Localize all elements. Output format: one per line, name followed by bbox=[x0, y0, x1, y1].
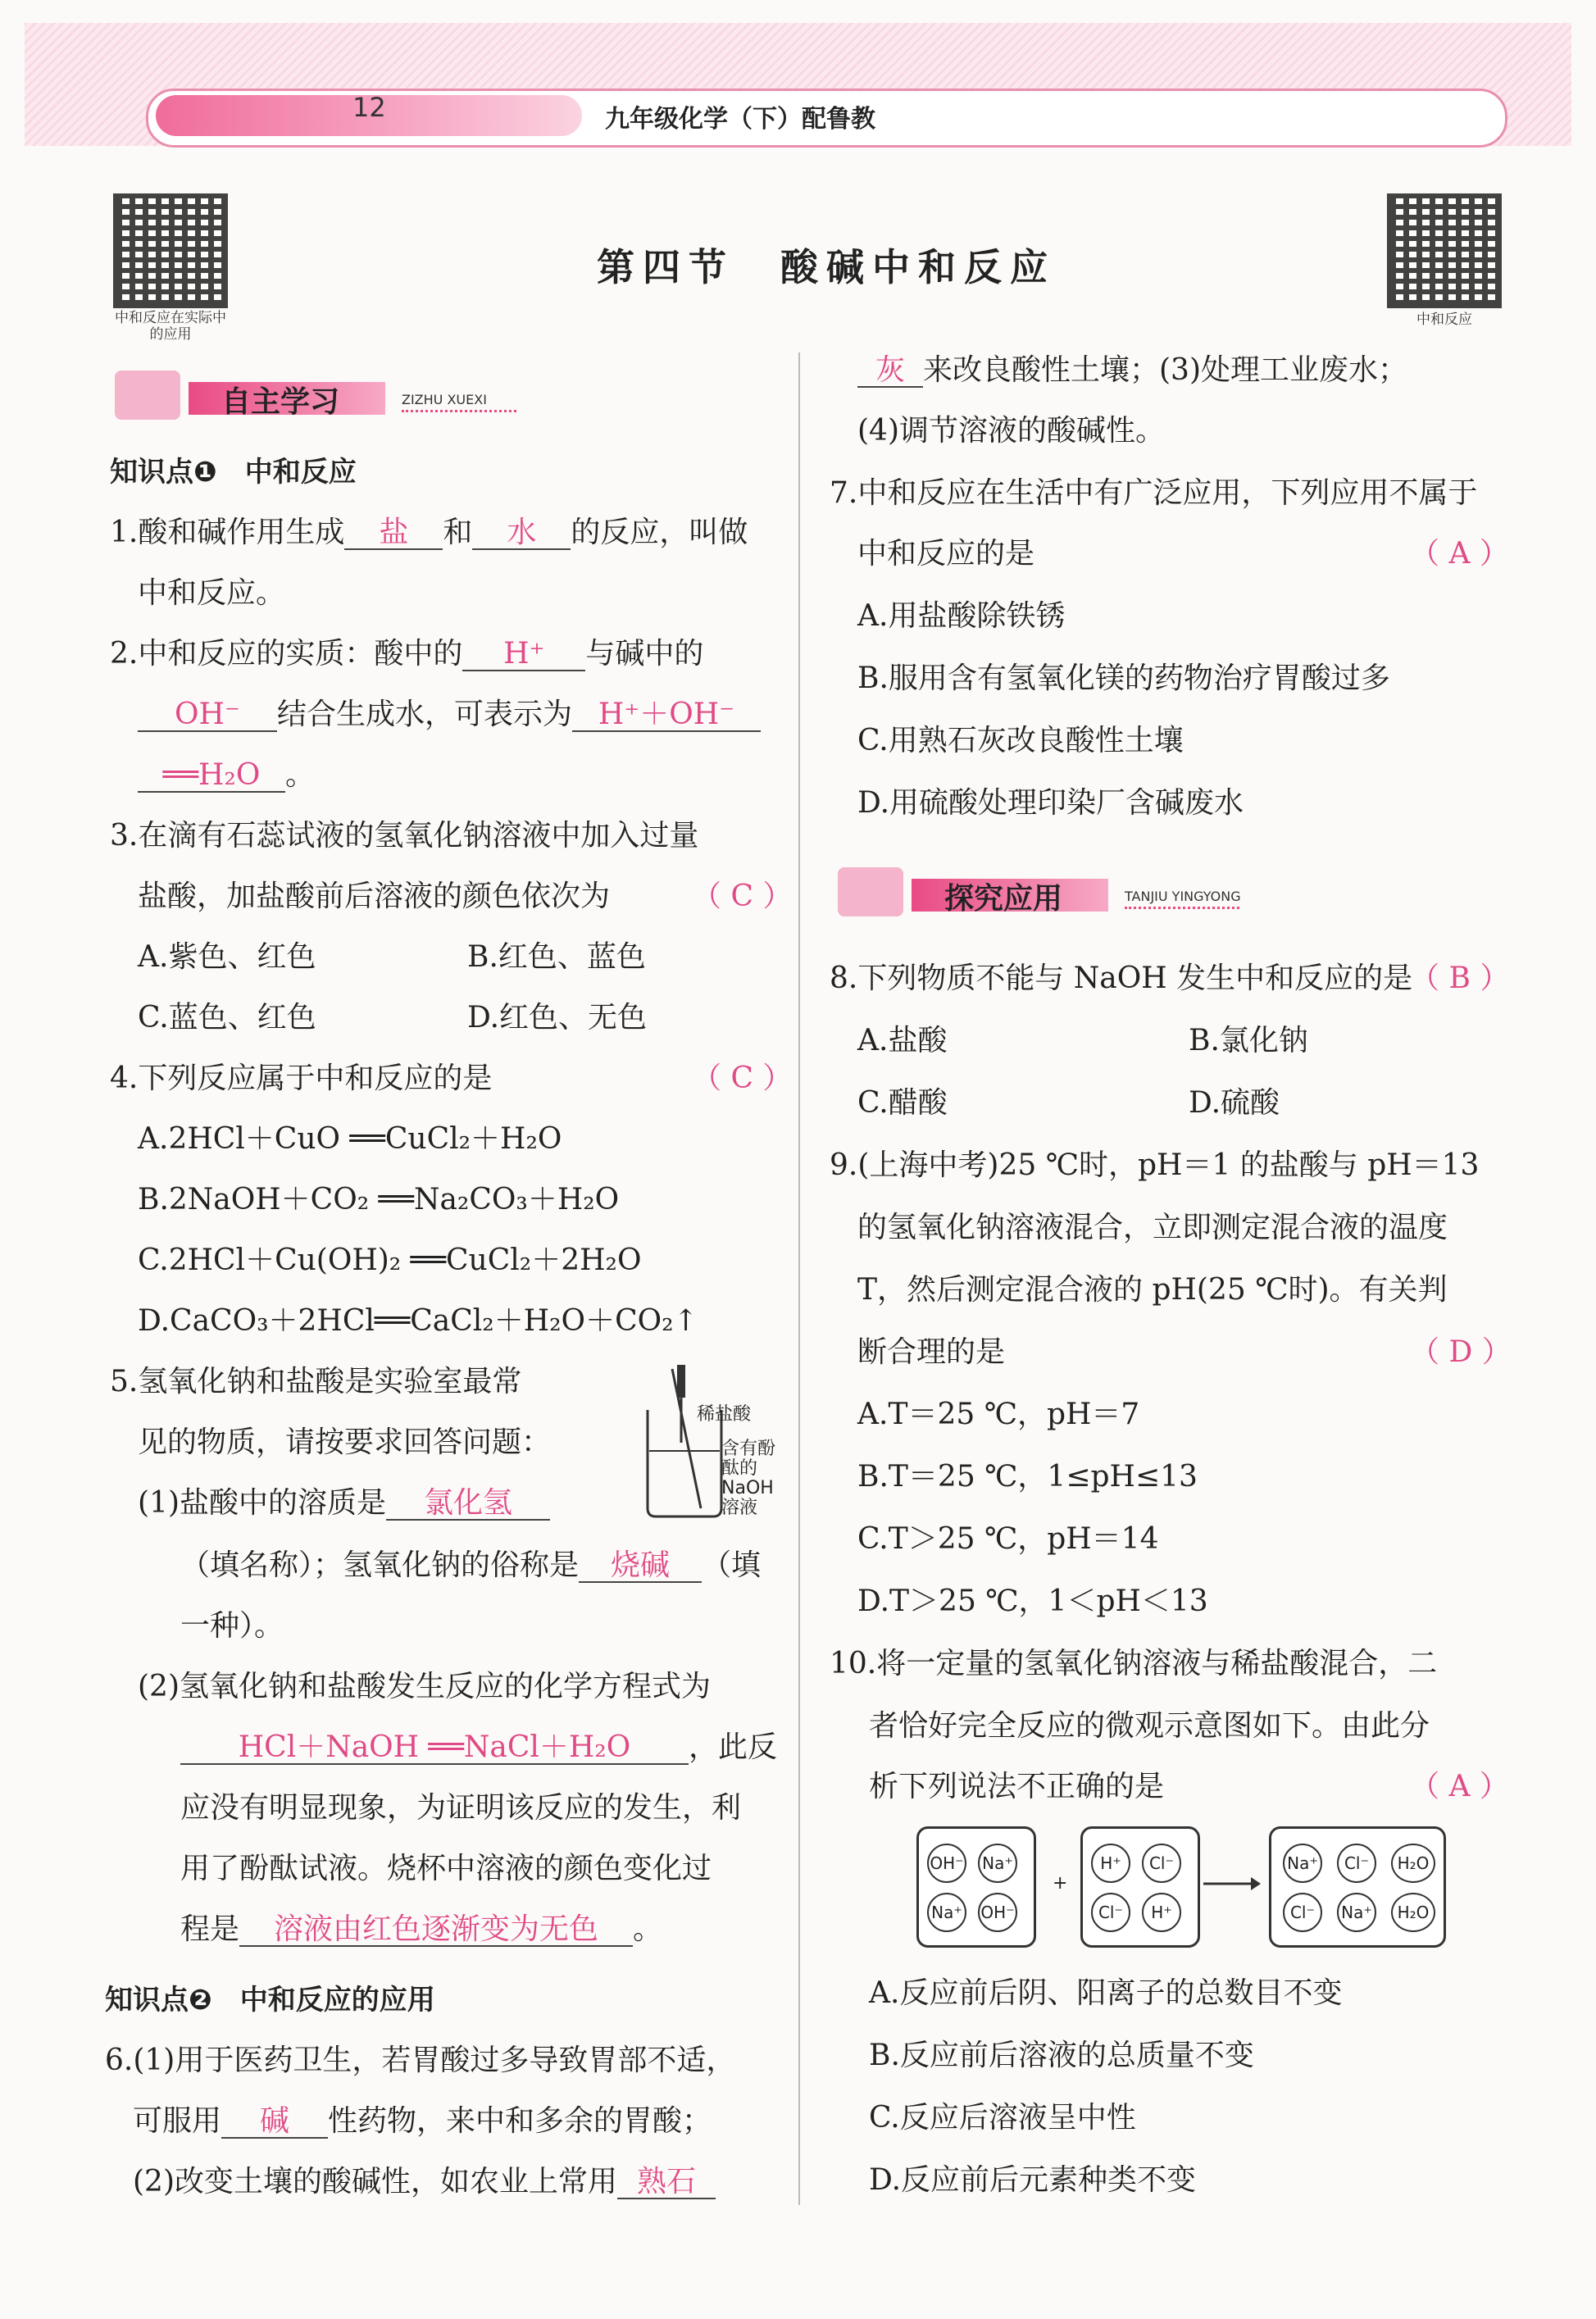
q1-text-b: 和 bbox=[443, 516, 473, 549]
q6-text-b: 可服用 bbox=[133, 2104, 222, 2138]
q1-answer-2: 水 bbox=[472, 517, 571, 550]
q6-text-c: 性药物，来中和多余的胃酸； bbox=[328, 2104, 712, 2138]
q10-option-c: C.反应后溶液呈中性 bbox=[869, 2101, 1136, 2135]
column-divider bbox=[798, 352, 800, 2205]
q3-option-d: D.红色、无色 bbox=[467, 1001, 648, 1034]
banner-en: TANJIU YINGYONG bbox=[1125, 889, 1241, 904]
q10-option-a: A.反应前后阴、阳离子的总数目不变 bbox=[869, 1976, 1343, 2010]
q1-line1 bbox=[110, 516, 748, 550]
q9-option-a: A.T＝25 ℃，pH＝7 bbox=[857, 1398, 1140, 1431]
section-title: 第四节 酸碱中和反应 bbox=[597, 245, 1056, 289]
q4-option-b: B.2NaOH＋CO₂ ══Na₂CO₃＋H₂O bbox=[138, 1183, 620, 1216]
q5-stem-1: 5.氢氧化钠和盐酸是实验室最常 bbox=[110, 1365, 522, 1398]
box-naoh bbox=[916, 1826, 1036, 1948]
q6-answer-1: 碱 bbox=[221, 2106, 328, 2139]
ion: Na⁺ bbox=[1283, 1844, 1322, 1883]
knowledge-point-2: 知识点❷ 中和反应的应用 bbox=[105, 1984, 435, 2017]
q6-answer-2: 熟石 bbox=[617, 2167, 716, 2199]
q2-answer-1: H⁺ bbox=[462, 639, 585, 671]
q2-answer-4: ══H₂O bbox=[138, 760, 285, 793]
banner-dots bbox=[1125, 907, 1239, 909]
box-product bbox=[1269, 1826, 1446, 1948]
ion: H₂O bbox=[1391, 1893, 1435, 1932]
q2-text-b: 与碱中的 bbox=[585, 637, 704, 671]
q5-answer-4: 溶液由红色逐渐变为无色 bbox=[239, 1914, 633, 1947]
q6-text-d: (2)改变土壤的酸碱性，如农业上常用 bbox=[133, 2165, 617, 2199]
q5-part2-line4: 用了酚酞试液。烧杯中溶液的颜色变化过 bbox=[180, 1852, 712, 1885]
q5-p2-text-e: 程是 bbox=[180, 1912, 240, 1946]
plus-sign: + bbox=[1053, 1873, 1068, 1894]
qr-code-left[interactable] bbox=[113, 193, 228, 308]
q4-option-a: A.2HCl＋CuO ══CuCl₂＋H₂O bbox=[138, 1122, 562, 1156]
banner-en: ZIZHU XUEXI bbox=[402, 392, 487, 407]
ion: H⁺ bbox=[1142, 1893, 1181, 1932]
ion: Cl⁻ bbox=[1337, 1844, 1376, 1883]
q5-answer-1: 氯化氢 bbox=[386, 1488, 550, 1521]
ion: Na⁺ bbox=[978, 1844, 1017, 1883]
q8-option-c: C.醋酸 bbox=[857, 1086, 948, 1120]
q10-answer: （ A ） bbox=[1410, 1770, 1509, 1803]
q6-line4 bbox=[857, 354, 1407, 388]
q3-stem-2: 盐酸，加盐酸前后溶液的颜色依次为 bbox=[138, 880, 611, 913]
q10-option-b: B.反应前后溶液的总质量不变 bbox=[869, 2039, 1254, 2072]
q6-line5: (4)调节溶液的酸碱性。 bbox=[857, 414, 1165, 448]
banner-label: 探究应用 bbox=[944, 882, 1063, 916]
q5-part2-line1: (2)氢氧化钠和盐酸发生反应的化学方程式为 bbox=[138, 1670, 711, 1703]
q3-option-a: A.紫色、红色 bbox=[138, 940, 316, 974]
q5-answer-3: HCl＋NaOH ══NaCl＋H₂O bbox=[180, 1732, 689, 1765]
q9-stem-3: T，然后测定混合液的 pH(25 ℃时)。有关判 bbox=[857, 1273, 1448, 1307]
q5-part2-line2 bbox=[180, 1731, 777, 1765]
q2-answer-2: OH⁻ bbox=[138, 699, 277, 732]
book-title: 九年级化学（下）配鲁教 bbox=[605, 105, 875, 134]
ion: H⁺ bbox=[1091, 1844, 1130, 1883]
q7-option-c: C.用熟石灰改良酸性土壤 bbox=[857, 724, 1184, 757]
q4-option-c: C.2HCl＋Cu(OH)₂ ══CuCl₂＋2H₂O bbox=[138, 1244, 642, 1277]
qr-code-right[interactable] bbox=[1387, 193, 1502, 308]
q6-line2 bbox=[133, 2105, 712, 2139]
q7-stem-2: 中和反应的是 bbox=[857, 537, 1035, 571]
page-number: 12 bbox=[352, 92, 386, 123]
q7-answer: （ A ） bbox=[1410, 537, 1509, 571]
q4-option-d: D.CaCO₃＋2HCl══CaCl₂＋H₂O＋CO₂↑ bbox=[138, 1304, 698, 1338]
q5-stem-2: 见的物质，请按要求回答问题： bbox=[138, 1426, 552, 1459]
q8-option-d: D.硫酸 bbox=[1189, 1086, 1280, 1120]
q2-text-c: 结合生成水，可表示为 bbox=[277, 698, 573, 731]
q7-option-a: A.用盐酸除铁锈 bbox=[857, 599, 1066, 633]
q4-answer: （ C ） bbox=[692, 1062, 793, 1095]
banner-inquiry bbox=[838, 867, 1264, 916]
q10-stem-1: 10.将一定量的氢氧化钠溶液与稀盐酸混合，二 bbox=[830, 1647, 1438, 1680]
ion: Na⁺ bbox=[927, 1893, 966, 1932]
q5-answer-2: 烧碱 bbox=[579, 1550, 702, 1583]
banner-self-study bbox=[115, 371, 541, 419]
q2-text-d: 。 bbox=[285, 758, 316, 792]
q9-option-c: C.T＞25 ℃，pH＝14 bbox=[857, 1522, 1159, 1556]
q9-stem-1: 9.(上海中考)25 ℃时，pH＝1 的盐酸与 pH＝13 bbox=[830, 1148, 1480, 1182]
q6-answer-3: 灰 bbox=[857, 355, 923, 388]
banner-label: 自主学习 bbox=[221, 385, 340, 419]
q6-text-e: 来改良酸性土壤；(3)处理工业废水； bbox=[923, 353, 1407, 387]
ion: Cl⁻ bbox=[1142, 1844, 1181, 1883]
ion: H₂O bbox=[1391, 1844, 1435, 1883]
q5-p2-text-f: 。 bbox=[633, 1912, 663, 1946]
q10-stem-2: 者恰好完全反应的微观示意图如下。由此分 bbox=[869, 1709, 1430, 1743]
q2-text-a: 2.中和反应的实质：酸中的 bbox=[110, 637, 463, 671]
ion: OH⁻ bbox=[927, 1844, 966, 1883]
q7-stem-1: 7.中和反应在生活中有广泛应用，下列应用不属于 bbox=[830, 476, 1478, 510]
q8-stem: 8.下列物质不能与 NaOH 发生中和反应的是 bbox=[830, 962, 1413, 995]
q4-stem: 4.下列反应属于中和反应的是 bbox=[110, 1062, 493, 1095]
q8-answer: （ B ） bbox=[1410, 962, 1510, 995]
box-hcl bbox=[1080, 1826, 1200, 1948]
q5-part1-line1 bbox=[138, 1487, 550, 1521]
pen-icon bbox=[838, 867, 903, 916]
q8-option-a: A.盐酸 bbox=[857, 1024, 948, 1057]
q7-option-b: B.服用含有氢氧化镁的药物治疗胃酸过多 bbox=[857, 662, 1390, 695]
ion: Cl⁻ bbox=[1091, 1893, 1130, 1932]
qr-caption-right: 中和反应 bbox=[1416, 311, 1472, 328]
q5-part2-line5 bbox=[180, 1913, 662, 1947]
q1-text-c: 的反应，叫做 bbox=[571, 516, 748, 549]
q5-p1-text-a: (1)盐酸中的溶质是 bbox=[138, 1486, 386, 1520]
q9-answer: （ D ） bbox=[1410, 1335, 1512, 1369]
q3-stem-1: 3.在滴有石蕊试液的氢氧化钠溶液中加入过量 bbox=[110, 819, 699, 853]
q3-option-c: C.蓝色、红色 bbox=[138, 1001, 316, 1034]
arrow-icon bbox=[1203, 1867, 1261, 1900]
beaker-figure bbox=[639, 1361, 795, 1525]
q7-option-d: D.用硫酸处理印染厂含碱废水 bbox=[857, 786, 1244, 820]
q2-line2 bbox=[138, 698, 761, 732]
banner-dots bbox=[402, 410, 516, 412]
ion: OH⁻ bbox=[978, 1893, 1017, 1932]
q9-option-d: D.T＞25 ℃，1＜pH＜13 bbox=[857, 1585, 1208, 1618]
ion: Na⁺ bbox=[1337, 1893, 1376, 1932]
q3-answer: （ C ） bbox=[692, 880, 793, 913]
q10-stem-3: 析下列说法不正确的是 bbox=[869, 1770, 1165, 1803]
q6-line3 bbox=[133, 2166, 716, 2199]
q2-line3 bbox=[138, 759, 315, 793]
q8-option-b: B.氯化钠 bbox=[1189, 1024, 1308, 1057]
q1-text-a: 1.酸和碱作用生成 bbox=[110, 516, 345, 549]
q3-option-b: B.红色、蓝色 bbox=[467, 940, 646, 974]
micro-diagram bbox=[916, 1826, 1449, 1958]
q5-part2-line3: 应没有明显现象，为证明该反应的发生，利 bbox=[180, 1791, 742, 1825]
q9-option-b: B.T＝25 ℃，1≤pH≤13 bbox=[857, 1460, 1198, 1494]
q5-part1-line3: 一种）。 bbox=[180, 1609, 284, 1643]
q9-stem-4: 断合理的是 bbox=[857, 1335, 1006, 1369]
q1-answer-1: 盐 bbox=[344, 517, 443, 550]
q9-stem-2: 的氢氧化钠溶液混合，立即测定混合液的温度 bbox=[857, 1211, 1448, 1244]
q1-line2: 中和反应。 bbox=[138, 576, 286, 610]
qr-caption-left: 中和反应在实际中的应用 bbox=[115, 310, 226, 343]
ion: Cl⁻ bbox=[1283, 1893, 1322, 1932]
naoh-solution-label: 含有酚酞的NaOH溶液 bbox=[721, 1439, 776, 1518]
q5-p1-text-b: （填名称）；氢氧化钠的俗称是 bbox=[180, 1548, 580, 1582]
q2-line1 bbox=[110, 638, 703, 671]
q2-answer-3: H⁺＋OH⁻ bbox=[572, 699, 761, 732]
q6-line1: 6.(1)用于医药卫生，若胃酸过多导致胃部不适， bbox=[105, 2044, 736, 2077]
q5-part1-line2 bbox=[180, 1549, 761, 1583]
dilute-hcl-label: 稀盐酸 bbox=[697, 1404, 752, 1425]
q5-p2-text-b: ，此反 bbox=[689, 1730, 778, 1764]
pen-icon bbox=[115, 371, 180, 420]
q10-option-d: D.反应前后元素种类不变 bbox=[869, 2163, 1197, 2197]
knowledge-point-1: 知识点❶ 中和反应 bbox=[110, 456, 357, 489]
q5-p1-text-c: （填 bbox=[702, 1548, 762, 1582]
